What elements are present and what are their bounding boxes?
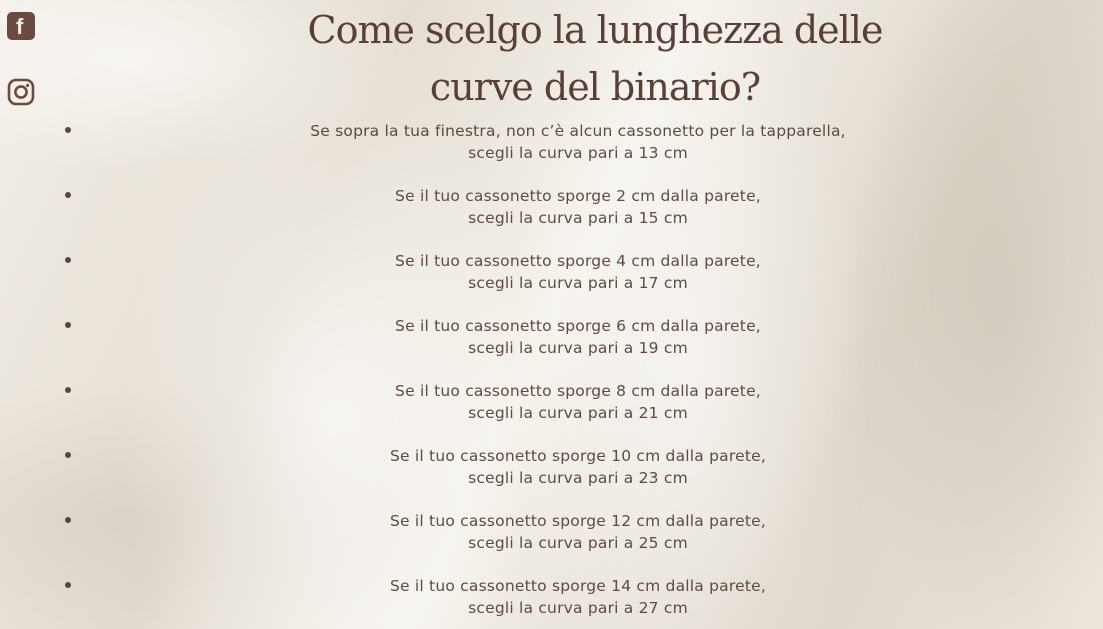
list-item-line-2: scegli la curva pari a 17 cm	[468, 274, 688, 292]
bullet-icon	[65, 452, 71, 458]
instagram-link[interactable]	[7, 78, 35, 106]
page-title	[190, 2, 1000, 116]
page-title-line-2: curve del binario?	[429, 65, 761, 109]
list-item	[0, 315, 1103, 380]
list-item-text	[178, 510, 978, 554]
curve-length-list	[0, 120, 1103, 629]
list-item-text	[178, 315, 978, 359]
list-item	[0, 380, 1103, 445]
bullet-icon	[65, 192, 71, 198]
list-item-line-1: Se il tuo cassonetto sporge 10 cm dalla parete,	[390, 447, 766, 465]
bullet-icon	[65, 127, 71, 133]
list-item-line-2: scegli la curva pari a 27 cm	[468, 599, 688, 617]
list-item	[0, 120, 1103, 185]
list-item-line-1: Se il tuo cassonetto sporge 12 cm dalla parete,	[390, 512, 766, 530]
list-item-text	[178, 575, 978, 619]
list-item-line-1: Se sopra la tua finestra, non c’è alcun cassonetto per la tapparella,	[310, 122, 846, 140]
list-item-line-2: scegli la curva pari a 13 cm	[468, 144, 688, 162]
list-item	[0, 510, 1103, 575]
list-item-line-1: Se il tuo cassonetto sporge 4 cm dalla parete,	[395, 252, 761, 270]
bullet-icon	[65, 322, 71, 328]
list-item-line-1: Se il tuo cassonetto sporge 6 cm dalla parete,	[395, 317, 761, 335]
facebook-icon: f	[16, 14, 24, 39]
list-item-line-1: Se il tuo cassonetto sporge 14 cm dalla parete,	[390, 577, 766, 595]
page-title-line-1: Come scelgo la lunghezza delle	[307, 8, 883, 52]
instagram-icon	[7, 78, 35, 106]
social-links	[7, 12, 37, 106]
list-item-line-2: scegli la curva pari a 21 cm	[468, 404, 688, 422]
list-item-text	[178, 185, 978, 229]
list-item	[0, 185, 1103, 250]
list-item-line-2: scegli la curva pari a 19 cm	[468, 339, 688, 357]
bullet-icon	[65, 517, 71, 523]
list-item-line-2: scegli la curva pari a 15 cm	[468, 209, 688, 227]
list-item-line-2: scegli la curva pari a 23 cm	[468, 469, 688, 487]
list-item-text	[178, 250, 978, 294]
list-item	[0, 250, 1103, 315]
facebook-link[interactable]	[7, 12, 35, 40]
bullet-icon	[65, 582, 71, 588]
list-item-text	[178, 380, 978, 424]
list-item-text	[178, 120, 978, 164]
list-item-text	[178, 445, 978, 489]
list-item-line-1: Se il tuo cassonetto sporge 8 cm dalla parete,	[395, 382, 761, 400]
list-item	[0, 575, 1103, 629]
bullet-icon	[65, 387, 71, 393]
bullet-icon	[65, 257, 71, 263]
list-item-line-1: Se il tuo cassonetto sporge 2 cm dalla parete,	[395, 187, 761, 205]
list-item	[0, 445, 1103, 510]
list-item-line-2: scegli la curva pari a 25 cm	[468, 534, 688, 552]
